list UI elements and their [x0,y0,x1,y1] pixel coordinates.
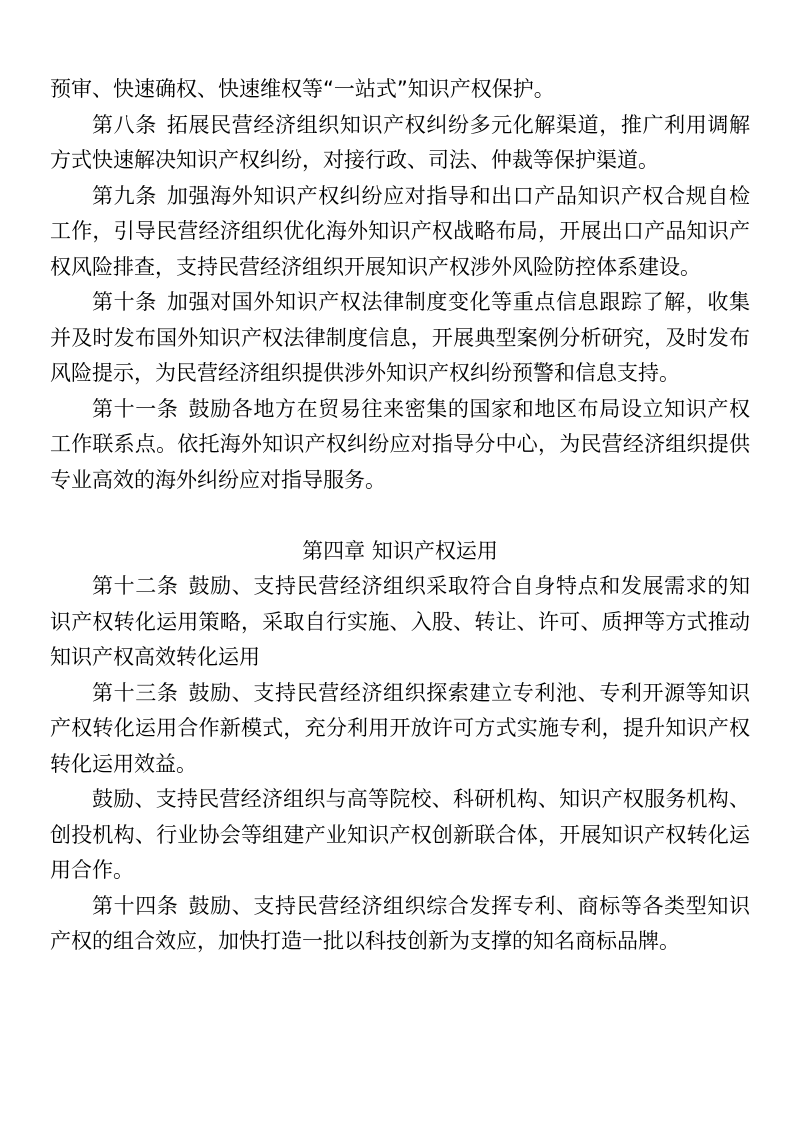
article-number: 第九条 [92,183,157,208]
chapter-title: 第四章 知识产权运用 [302,538,498,563]
article-text: 鼓励、支持民营经济组织综合发挥专利、商标等各类型知识产权的组合效应，加快打造一批以科技创新为支撑的知名商标品牌。 [50,893,750,953]
article-number: 第十二条 [92,574,179,598]
article-11 [50,392,750,499]
article-text: 拓展民营经济组织知识产权纠纷多元化解渠道，推广利用调解方式快速解决知识产权纠纷，对接行政、司法、仲裁等保护渠道。 [50,112,751,172]
article-text: 加强海外知识产权纠纷应对指导和出口产品知识产权合规自检工作，引导民营经济组织优化海外知识产权战略布局，开展出口产品知识产权风险排查，支持民营经济组织开展知识产权涉外风险防控体系建设。 [50,183,751,279]
document-page [50,72,750,960]
article-10 [50,285,750,392]
article-text: 鼓励、支持民营经济组织探索建立专利池、专利开源等知识产权转化运用合作新模式，充分利用开放许可方式实施专利，提升知识产权转化运用效益。 [50,680,750,776]
article-13-paragraph-2 [50,782,750,889]
article-9 [50,179,750,286]
article-text: 鼓励、支持民营经济组织采取符合自身特点和发展需求的知识产权转化运用策略，采取自行实施、入股、转让、许可、质押等方式推动知识产权高效转化运用 [50,574,750,669]
article-number: 第十三条 [92,680,179,705]
article-number: 第十一条 [92,396,179,421]
article-number: 第八条 [92,112,157,137]
article-12 [50,569,750,676]
article-text: 加强对国外知识产权法律制度变化等重点信息跟踪了解，收集并及时发布国外知识产权法律制度信息，开展典型案例分析研究，及时发布风险提示，为民营经济组织提供涉外知识产权纠纷预警和信息支持。 [50,290,751,385]
article-number: 第十条 [92,290,157,314]
article-8 [50,108,750,179]
paragraph-text: 鼓励、支持民营经济组织与高等院校、科研机构、知识产权服务机构、创投机构、行业协会等组建产业知识产权创新联合体，开展知识产权转化运用合作。 [50,787,750,882]
article-text: 鼓励各地方在贸易往来密集的国家和地区布局设立知识产权工作联系点。依托海外知识产权纠纷应对指导分中心，为民营经济组织提供专业高效的海外纠纷应对指导服务。 [50,396,750,492]
article-14 [50,889,750,960]
paragraph-continuation [50,72,750,108]
paragraph-text: 预审、快速确权、快速维权等“一站式”知识产权保护。 [50,77,555,101]
article-13 [50,676,750,783]
article-number: 第十四条 [92,893,179,918]
